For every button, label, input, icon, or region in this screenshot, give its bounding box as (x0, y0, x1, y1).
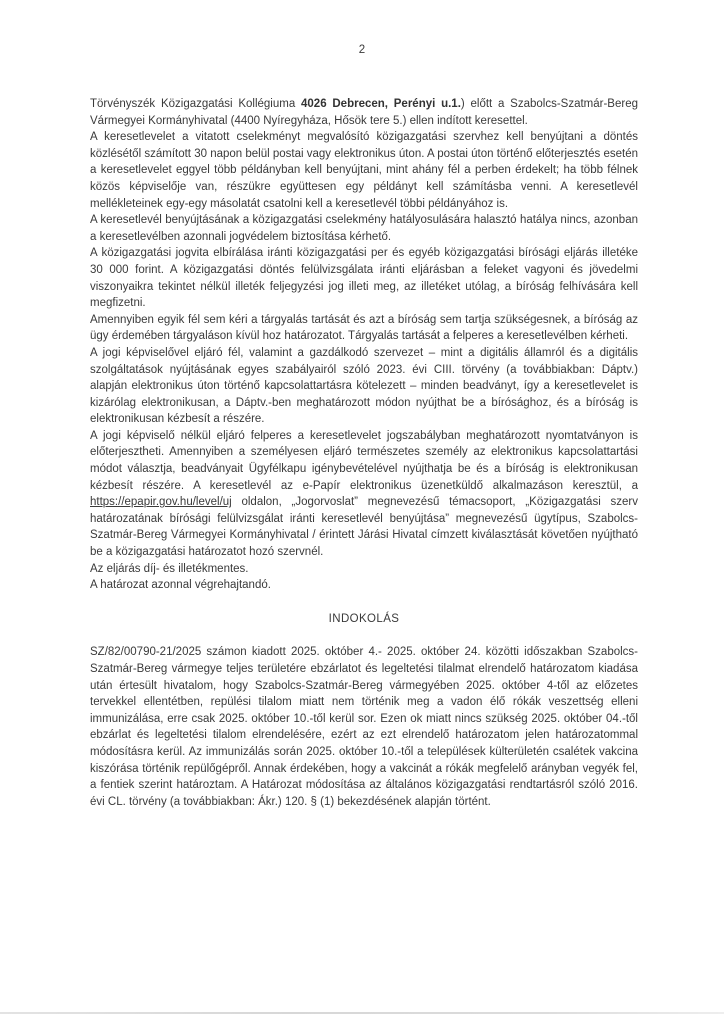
text-segment: Az eljárás díj- és illetékmentes. (90, 562, 249, 575)
paragraph (90, 428, 638, 561)
text-segment: Törvényszék Közigazgatási Kollégiuma (90, 98, 302, 110)
paragraph (90, 345, 638, 428)
document-body (90, 96, 638, 810)
epapir-url: https://epapir.gov.hu/level/uj (90, 496, 232, 509)
text-segment: A jogi képviselővel eljáró fél, valamint a gazdálkodó szervezet – mint a digitális államról és a digitális szolgáltatások nyújtásának egyes szabályairól szóló 2023. évi CIII. törvény (a továbbiakban: Dáptv.) alapján elektronikus úton történő kapcsolattartásra kötelezett – minden beadványt, így a keresetlevelet is kizárólag elektronikusan, a Dáptv.-ben meghatározott módon nyújthat be a bírósághoz, és a bíróság is elektronikusan kézbesít a részére. (90, 346, 638, 426)
text-segment: Amennyiben egyik fél sem kéri a tárgyalás tartását és azt a bíróság sem tartja szükségesnek, a bíróság az ügy érdemében tárgyaláson kívül hoz határozatot. Tárgyalás tartását a felperes a keresetlevélben kérheti. (90, 313, 638, 343)
page-number: 2 (358, 44, 366, 56)
text-segment: A határozat azonnal végrehajtandó. (90, 579, 271, 592)
paragraph (90, 561, 638, 578)
scan-edge-line (0, 1012, 724, 1014)
paragraph (90, 644, 638, 810)
paragraph (90, 577, 638, 594)
text-segment: INDOKOLÁS (328, 612, 400, 625)
text-segment: A keresetlevél benyújtásának a közigazgatási cselekmény hatályosulására halasztó hatálya nincs, azonban a keresetlevélben azonnali jogvédelem biztosítása kérhető. (90, 214, 638, 243)
section-heading (90, 611, 638, 628)
paragraph (90, 312, 638, 345)
text-segment: oldalon, „Jogorvoslat” megnevezésű témacsoport, „Közigazgatási szerv határozatának bírósági felülvizsgálat iránti keresetlevél benyújtása” megnevezésű ügytípus, Szabolcs-Szatmár-Bereg Vármegyei Kormányhivatal / érintett Járási Hivatal címzett kiválasztását követően nyújtható be a közigazgatási határozatot hozó szervnél. (90, 496, 638, 559)
text-segment: ) előtt a Szabolcs-Szatmár-Bereg Vármegyei Kormányhivatal (4400 Nyíregyháza, Hősök tere 5.) ellen indított keresettel. (90, 98, 638, 127)
text-segment: A jogi képviselő nélkül eljáró felperes a keresetlevelet jogszabályban meghatározott nyomtatványon is előterjesztheti. Amennyiben a személyesen eljáró természetes személy az elektronikus kapcsolattartási módot választja, beadványait Ügyfélkapu igénybevételével nyújthatja be és a bíróság is elektronikusan kézbesít részére. A keresetlevél az e-Papír elektronikus üzenetküldő alkalmazáson keresztül, a (90, 429, 638, 492)
bold-text-segment: 4026 Debrecen, Perényi u.1. (301, 98, 461, 110)
text-segment: A közigazgatási jogvita elbírálása iránti közigazgatási per és egyéb közigazgatási bírósági eljárás illetéke 30 000 forint. A közigazgatási döntés felülvizsgálata iránti eljárásban a feleket vagyoni és jövedelmi viszonyaikra tekintet nélkül illeték feljegyzési jog illeti meg, az illetéket utólag, a bíróság felhívására kell megfizetni. (90, 247, 638, 310)
paragraph (90, 212, 638, 245)
paragraph (90, 245, 638, 311)
paragraph (90, 96, 638, 129)
paragraph (90, 129, 638, 212)
text-segment: A keresetlevelet a vitatott cselekményt megvalósító közigazgatási szervhez kell benyújtani a döntés közlésétől számított 30 napon belül postai vagy elektronikus úton. A postai úton történő előterjesztés esetén a keresetlevelet eggyel több példányban kell benyújtani, mint ahány fél a perben érdekelt; ha több félnek közös képviselője van, részükre együttesen egy példányt kell számításba venni. A keresetlevél mellékleteinek egy-egy másolatát csatolni kell a keresetlevél többi példányához is. (90, 131, 638, 210)
text-segment: SZ/82/00790-21/2025 számon kiadott 2025. október 4.- 2025. október 24. közötti időszakban Szabolcs-Szatmár-Bereg vármegye teljes területére ebzárlatot és legeltetési tilalmat elrendelő határozatom kiadása után értesült hivatalom, hogy Szabolcs-Szatmár-Bereg vármegyében 2025. október 4-től az előzetes tervekkel ellentétben, repülési tilalom miatt nem történik meg a vadon élő rókák veszettség elleni immunizálása, erre csak 2025. október 10.-től kerül sor. Ezen ok miatt nincs szükség 2025. október 04.-től ebzárlat és legeltetési tilalom elrendelésére, ezért az ezt elrendelő határozatom jelen határozatommal módosításra kerül. Az immunizálás során 2025. október 10.-től a települések külterületén csalétek vakcina kiszórása történik repülőgépről. Annak érdekében, hogy a vakcinát a rókák megfelelő arányban vegyék fel, a fentiek szerint határoztam. A Határozat módosítása az általános közigazgatási rendtartásról szóló 2016. évi CL. törvény (a továbbiakban: Ákr.) 120. § (1) bekezdésének alapján történt. (90, 646, 638, 808)
